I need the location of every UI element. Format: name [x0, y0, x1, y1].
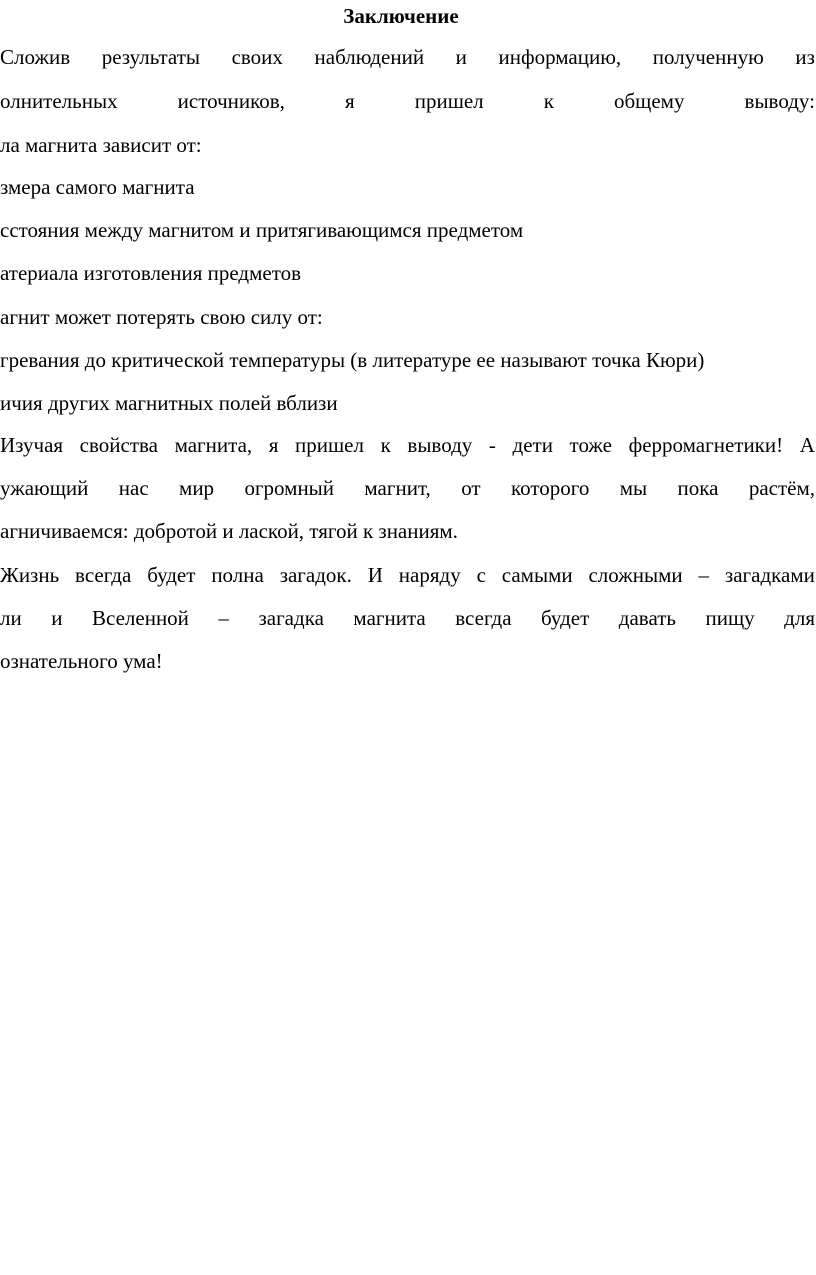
paragraph-line-10 [0, 432, 815, 458]
word: пришел [295, 433, 364, 457]
word: будет [541, 606, 590, 630]
word: всегда [75, 563, 132, 587]
word: выводу [407, 433, 473, 457]
word: нас [118, 476, 149, 500]
list-item-distance: сстояния между магнитом и притягивающимся предметом [0, 218, 524, 242]
word: давать [618, 606, 676, 630]
paragraph-line-3: ла магнита зависит от: [0, 133, 202, 157]
list-item-material: атериала изготовления предметов [0, 261, 302, 285]
paragraph-line-1 [0, 44, 815, 70]
paragraph-line-2 [0, 88, 815, 114]
word: самыми [501, 563, 573, 587]
word: ли [0, 606, 22, 630]
paragraph-line-13 [0, 562, 815, 588]
word: Жизнь [0, 563, 60, 587]
word: ферромагнетики! [628, 433, 784, 457]
paragraph-line-15: ознательного ума! [0, 649, 163, 673]
word: для [784, 606, 815, 630]
page-title: Заключение [343, 4, 459, 28]
word: магнита [353, 606, 426, 630]
word: и [51, 606, 63, 630]
word: – [218, 606, 229, 630]
word: – [698, 563, 710, 587]
word: магнит, [364, 476, 431, 500]
word: выводу: [744, 89, 815, 113]
word: результаты [101, 45, 200, 69]
word: полученную [652, 45, 764, 69]
word: из [795, 45, 815, 69]
word: наблюдений [314, 45, 425, 69]
word: загадок. [279, 563, 352, 587]
word: будет [147, 563, 196, 587]
list-item-heating: гревания до критической температуры (в литературе ее называют точка Кюри) [0, 348, 705, 372]
word: мир [179, 476, 215, 500]
word: дети [512, 433, 553, 457]
word: от [461, 476, 481, 500]
word: я [268, 433, 279, 457]
word: наряду [398, 563, 461, 587]
word: и [455, 45, 467, 69]
word: к [380, 433, 391, 457]
paragraph-line-12: агничиваемся: добротой и лаской, тягой к знаниям. [0, 519, 458, 543]
word: загадками [724, 563, 815, 587]
word: своих [231, 45, 283, 69]
list-item-size: змера самого магнита [0, 175, 195, 199]
word: свойства [79, 433, 158, 457]
paragraph-line-7: агнит может потерять свою силу от: [0, 305, 323, 329]
word: магнита, [174, 433, 253, 457]
word: информацию, [498, 45, 622, 69]
word: Сложив [0, 45, 71, 69]
word: которого [510, 476, 590, 500]
word: мы [619, 476, 648, 500]
word: пищу [705, 606, 755, 630]
word: А [799, 433, 815, 457]
word: источников, [177, 89, 285, 113]
word: полна [211, 563, 264, 587]
word: пришел [414, 89, 484, 113]
word: тоже [569, 433, 612, 457]
word: олнительных [0, 89, 118, 113]
word: пока [677, 476, 719, 500]
word: Изучая [0, 433, 64, 457]
word: сложными [588, 563, 683, 587]
word: ужающий [0, 476, 89, 500]
word: огромный [244, 476, 335, 500]
word: загадка [258, 606, 324, 630]
word: И [367, 563, 383, 587]
word: с [476, 563, 486, 587]
paragraph-line-14 [0, 605, 815, 631]
word: общему [614, 89, 685, 113]
paragraph-line-11 [0, 475, 815, 501]
word: Вселенной [92, 606, 189, 630]
word: всегда [455, 606, 512, 630]
list-item-other-fields: ичия других магнитных полей вблизи [0, 391, 338, 415]
word: к [543, 89, 554, 113]
word: я [344, 89, 355, 113]
word: - [488, 433, 496, 457]
word: растём, [748, 476, 815, 500]
